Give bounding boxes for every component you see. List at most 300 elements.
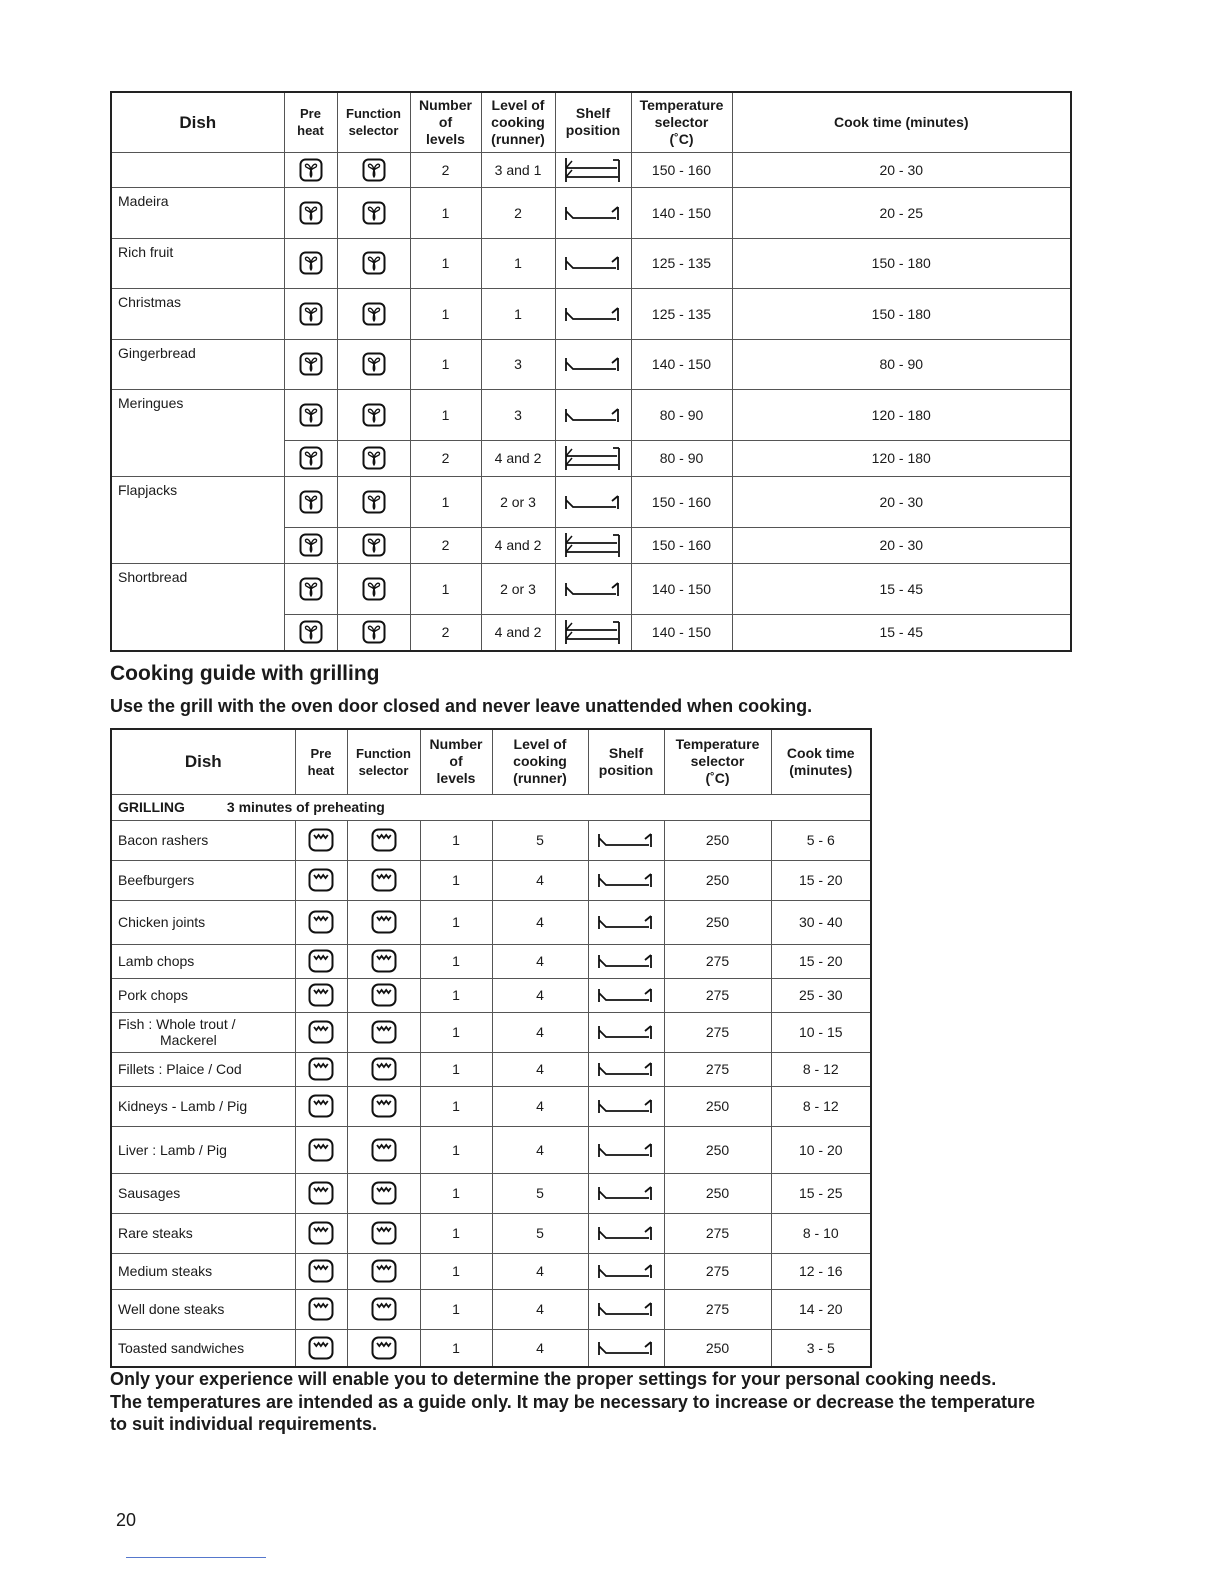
baking-table (110, 91, 1072, 652)
grill-icon (308, 871, 334, 887)
runner-level: 5 (492, 820, 588, 860)
single-shelf-icon (563, 405, 623, 421)
runner-level: 1 (481, 288, 555, 339)
grilling-group-row (111, 794, 871, 820)
temperature: 275 (664, 1213, 771, 1253)
table-row (111, 1086, 871, 1126)
single-shelf-icon (596, 986, 656, 1002)
single-shelf-icon (596, 952, 656, 968)
temperature: 275 (664, 978, 771, 1012)
shelf-position-cell (555, 389, 631, 440)
dish-name (111, 820, 295, 860)
runner-level: 4 (492, 1289, 588, 1329)
dish-name-line: Beefburgers (118, 872, 195, 888)
pre-heat-cell (284, 476, 337, 527)
cook-time: 14 - 20 (771, 1289, 871, 1329)
number-of-levels: 1 (420, 820, 492, 860)
number-of-levels: 1 (410, 476, 481, 527)
runner-level: 4 (492, 860, 588, 900)
fan-oven-icon (362, 160, 386, 176)
runner-level: 4 and 2 (481, 440, 555, 476)
table-row (111, 1052, 871, 1086)
temperature-range: 80 - 90 (631, 440, 732, 476)
grill-icon (308, 1338, 334, 1354)
cook-time: 8 - 10 (771, 1213, 871, 1253)
cook-time: 120 - 180 (732, 389, 1071, 440)
shelf-position-cell (588, 1173, 664, 1213)
function-selector-cell (337, 288, 410, 339)
dish-name: Shortbread (111, 563, 284, 651)
runner-level: 2 (481, 187, 555, 238)
single-shelf-icon (596, 1300, 656, 1316)
number-of-levels: 2 (410, 527, 481, 563)
temperature-range: 125 - 135 (631, 288, 732, 339)
shelf-position-cell (588, 1289, 664, 1329)
table-row (111, 339, 1071, 389)
header-number-of-levels: Number of levels (410, 92, 481, 152)
single-shelf-icon (596, 1140, 656, 1156)
temperature-range: 140 - 150 (631, 563, 732, 614)
dish-name-line: Well done steaks (118, 1301, 225, 1317)
cook-time: 20 - 30 (732, 527, 1071, 563)
dish-name-line: Kidneys - Lamb / Pig (118, 1098, 248, 1114)
shelf-position-cell (588, 1012, 664, 1052)
table-row (111, 288, 1071, 339)
function-selector-cell (347, 1126, 420, 1173)
pre-heat-cell (284, 614, 337, 651)
pre-heat-cell (284, 152, 337, 187)
shelf-position-cell (555, 476, 631, 527)
runner-level: 4 (492, 1086, 588, 1126)
double-shelf-icon (563, 623, 623, 639)
shelf-position-cell (555, 614, 631, 651)
single-shelf-icon (596, 831, 656, 847)
function-selector-cell (347, 1329, 420, 1367)
pre-heat-cell (295, 1012, 347, 1052)
dish-name (111, 860, 295, 900)
fan-oven-icon (299, 254, 323, 270)
shelf-position-cell (555, 238, 631, 288)
runner-level: 1 (481, 238, 555, 288)
single-shelf-icon (596, 1224, 656, 1240)
dish-name-line: Toasted sandwiches (118, 1339, 245, 1356)
table-row (111, 563, 1071, 614)
header-function-selector: Function selector (347, 729, 420, 794)
footnote (110, 1368, 1070, 1436)
runner-level: 3 and 1 (481, 152, 555, 187)
grilling-group-label: GRILLING (118, 799, 185, 815)
dish-name: Meringues (111, 389, 284, 476)
header-cook-time: Cook time (minutes) (732, 92, 1071, 152)
pre-heat-cell (295, 1086, 347, 1126)
fan-oven-icon (299, 623, 323, 639)
shelf-position-cell (555, 288, 631, 339)
table-row (111, 187, 1071, 238)
pre-heat-cell (295, 1329, 347, 1367)
dish-name-line: Rare steaks (118, 1225, 193, 1241)
dish-name (111, 978, 295, 1012)
pre-heat-cell (295, 944, 347, 978)
cook-time: 150 - 180 (732, 238, 1071, 288)
fan-oven-icon (362, 254, 386, 270)
single-shelf-icon (596, 913, 656, 929)
grill-icon (371, 1097, 397, 1113)
number-of-levels: 1 (420, 1329, 492, 1367)
footnote-line: The temperatures are intended as a guide only. It may be necessary to increase or decrease the temperature (110, 1391, 1036, 1412)
pre-heat-cell (284, 238, 337, 288)
function-selector-cell (347, 860, 420, 900)
bottom-rule (126, 1557, 266, 1558)
single-shelf-icon (596, 1060, 656, 1076)
pre-heat-cell (295, 1126, 347, 1173)
shelf-position-cell (555, 339, 631, 389)
number-of-levels: 1 (410, 563, 481, 614)
number-of-levels: 1 (410, 288, 481, 339)
header-cook-time: Cook time (minutes) (771, 729, 871, 794)
fan-oven-icon (299, 355, 323, 371)
dish-name (111, 900, 295, 944)
runner-level: 4 (492, 900, 588, 944)
runner-level: 4 (492, 978, 588, 1012)
table-row (111, 238, 1071, 288)
single-shelf-icon (563, 254, 623, 270)
number-of-levels: 1 (420, 860, 492, 900)
fan-oven-icon (299, 492, 323, 508)
shelf-position-cell (588, 860, 664, 900)
number-of-levels: 1 (420, 978, 492, 1012)
page-number: 20 (116, 1510, 137, 1530)
function-selector-cell (347, 1052, 420, 1086)
dish-name (111, 1052, 295, 1086)
function-selector-cell (337, 476, 410, 527)
table-row (111, 389, 1071, 440)
single-shelf-icon (563, 579, 623, 595)
fan-oven-icon (362, 449, 386, 465)
cook-time: 12 - 16 (771, 1253, 871, 1289)
dish-name-line: Mackerel (160, 1032, 217, 1048)
cook-time: 15 - 25 (771, 1173, 871, 1213)
cook-time: 8 - 12 (771, 1052, 871, 1086)
runner-level: 5 (492, 1213, 588, 1253)
header-pre-heat: Pre heat (284, 92, 337, 152)
table-row (111, 820, 871, 860)
footnote-line: Only your experience will enable you to determine the proper settings for your personal cooking needs. (110, 1369, 997, 1389)
function-selector-cell (347, 1253, 420, 1289)
grilling-table (110, 728, 872, 1368)
pre-heat-cell (284, 440, 337, 476)
pre-heat-cell (284, 288, 337, 339)
fan-oven-icon (362, 304, 386, 320)
dish-name (111, 1173, 295, 1213)
function-selector-cell (337, 152, 410, 187)
table-row (111, 152, 1071, 187)
shelf-position-cell (588, 1253, 664, 1289)
temperature: 275 (664, 944, 771, 978)
double-shelf-icon (563, 449, 623, 465)
table-row (111, 1126, 871, 1173)
runner-level: 4 (492, 1012, 588, 1052)
function-selector-cell (347, 1213, 420, 1253)
pre-heat-cell (284, 389, 337, 440)
pre-heat-cell (295, 820, 347, 860)
fan-oven-icon (299, 304, 323, 320)
runner-level: 4 and 2 (481, 527, 555, 563)
single-shelf-icon (563, 203, 623, 219)
number-of-levels: 1 (420, 1289, 492, 1329)
table-row (111, 860, 871, 900)
grill-icon (308, 1060, 334, 1076)
single-shelf-icon (596, 1262, 656, 1278)
temperature: 275 (664, 1052, 771, 1086)
cook-time: 15 - 45 (732, 614, 1071, 651)
shelf-position-cell (588, 1086, 664, 1126)
function-selector-cell (347, 900, 420, 944)
cook-time: 80 - 90 (732, 339, 1071, 389)
header-function-selector: Function selector (337, 92, 410, 152)
runner-level: 2 or 3 (481, 476, 555, 527)
dish-name-line: Sausages (118, 1185, 181, 1201)
grill-icon (371, 1023, 397, 1039)
runner-level: 4 (492, 1253, 588, 1289)
temperature: 275 (664, 1289, 771, 1329)
dish-name: Flapjacks (111, 476, 284, 563)
cook-time: 20 - 30 (732, 476, 1071, 527)
pre-heat-cell (295, 1173, 347, 1213)
number-of-levels: 1 (420, 1173, 492, 1213)
temperature-range: 150 - 160 (631, 527, 732, 563)
runner-level: 3 (481, 389, 555, 440)
single-shelf-icon (596, 1338, 656, 1354)
fan-oven-icon (299, 405, 323, 421)
header-temperature-selector: Temperature selector (˚C) (664, 729, 771, 794)
number-of-levels: 1 (410, 339, 481, 389)
shelf-position-cell (555, 152, 631, 187)
shelf-position-cell (588, 1213, 664, 1253)
grilling-header-row (111, 729, 871, 794)
cook-time: 8 - 12 (771, 1086, 871, 1126)
pre-heat-cell (295, 978, 347, 1012)
grilling-section-title: Cooking guide with grilling (110, 662, 380, 685)
single-shelf-icon (563, 304, 623, 320)
temperature: 250 (664, 1086, 771, 1126)
function-selector-cell (347, 1012, 420, 1052)
single-shelf-icon (596, 1097, 656, 1113)
number-of-levels: 1 (420, 1253, 492, 1289)
pre-heat-cell (295, 1253, 347, 1289)
grill-icon (308, 1140, 334, 1156)
shelf-position-cell (588, 944, 664, 978)
function-selector-cell (337, 187, 410, 238)
grill-icon (308, 913, 334, 929)
pre-heat-cell (284, 339, 337, 389)
fan-oven-icon (362, 492, 386, 508)
shelf-position-cell (588, 1329, 664, 1367)
number-of-levels: 1 (420, 1086, 492, 1126)
fan-oven-icon (299, 579, 323, 595)
number-of-levels: 1 (420, 1012, 492, 1052)
shelf-position-cell (588, 1126, 664, 1173)
dish-name (111, 1126, 295, 1173)
cook-time: 120 - 180 (732, 440, 1071, 476)
function-selector-cell (347, 978, 420, 1012)
pre-heat-cell (295, 900, 347, 944)
runner-level: 4 (492, 944, 588, 978)
temperature: 250 (664, 1173, 771, 1213)
dish-name (111, 1086, 295, 1126)
function-selector-cell (347, 1173, 420, 1213)
header-shelf-position: Shelf position (588, 729, 664, 794)
double-shelf-icon (563, 536, 623, 552)
dish-name-line: Chicken joints (118, 914, 206, 930)
single-shelf-icon (596, 1184, 656, 1200)
dish-name: Rich fruit (111, 238, 284, 288)
shelf-position-cell (588, 900, 664, 944)
table-row (111, 1213, 871, 1253)
cook-time: 3 - 5 (771, 1329, 871, 1367)
single-shelf-icon (596, 871, 656, 887)
fan-oven-icon (362, 405, 386, 421)
pre-heat-cell (284, 527, 337, 563)
dish-name-line: Liver : Lamb / Pig (118, 1141, 227, 1158)
fan-oven-icon (362, 623, 386, 639)
temperature-range: 140 - 150 (631, 339, 732, 389)
fan-oven-icon (362, 536, 386, 552)
grill-icon (371, 871, 397, 887)
temperature-range: 150 - 160 (631, 152, 732, 187)
pre-heat-cell (295, 860, 347, 900)
fan-oven-icon (299, 536, 323, 552)
grill-icon (371, 1060, 397, 1076)
function-selector-cell (337, 527, 410, 563)
table-row (111, 1289, 871, 1329)
runner-level: 4 (492, 1329, 588, 1367)
function-selector-cell (347, 1289, 420, 1329)
shelf-position-cell (588, 978, 664, 1012)
grill-icon (371, 831, 397, 847)
temperature-range: 150 - 160 (631, 476, 732, 527)
fan-oven-icon (362, 579, 386, 595)
cook-time: 10 - 20 (771, 1126, 871, 1173)
pre-heat-cell (295, 1052, 347, 1086)
function-selector-cell (337, 238, 410, 288)
pre-heat-cell (284, 563, 337, 614)
grill-icon (371, 952, 397, 968)
dish-name: Gingerbread (111, 339, 284, 389)
table-row (111, 978, 871, 1012)
number-of-levels: 1 (420, 900, 492, 944)
grill-icon (371, 1184, 397, 1200)
number-of-levels: 2 (410, 152, 481, 187)
grill-icon (371, 1300, 397, 1316)
function-selector-cell (347, 944, 420, 978)
dish-name (111, 1012, 295, 1052)
cook-time: 10 - 15 (771, 1012, 871, 1052)
cook-time: 5 - 6 (771, 820, 871, 860)
number-of-levels: 2 (410, 440, 481, 476)
fan-oven-icon (362, 203, 386, 219)
cook-time: 25 - 30 (771, 978, 871, 1012)
header-number-of-levels: Number of levels (420, 729, 492, 794)
temperature-range: 125 - 135 (631, 238, 732, 288)
cook-time: 20 - 25 (732, 187, 1071, 238)
cook-time: 20 - 30 (732, 152, 1071, 187)
shelf-position-cell (555, 187, 631, 238)
single-shelf-icon (563, 492, 623, 508)
pre-heat-cell (295, 1289, 347, 1329)
temperature: 250 (664, 860, 771, 900)
dish-name (111, 152, 284, 187)
table-row (111, 1253, 871, 1289)
grilling-preheat-note: 3 minutes of preheating (226, 799, 385, 815)
header-level-of-cooking: Level of cooking (runner) (481, 92, 555, 152)
dish-name-line: Fish : Whole trout / (118, 1016, 236, 1032)
table-row (111, 944, 871, 978)
grill-icon (308, 986, 334, 1002)
header-temperature-selector: Temperature selector (˚C) (631, 92, 732, 152)
temperature-range: 140 - 150 (631, 614, 732, 651)
grill-icon (308, 1300, 334, 1316)
cook-time: 15 - 20 (771, 860, 871, 900)
temperature: 250 (664, 1329, 771, 1367)
fan-oven-icon (299, 449, 323, 465)
temperature: 250 (664, 820, 771, 860)
cook-time: 150 - 180 (732, 288, 1071, 339)
table-row (111, 1012, 871, 1052)
double-shelf-icon (563, 160, 623, 176)
function-selector-cell (337, 339, 410, 389)
cook-time: 30 - 40 (771, 900, 871, 944)
grill-icon (371, 1262, 397, 1278)
runner-level: 4 (492, 1126, 588, 1173)
grilling-group-cell (111, 794, 871, 820)
temperature: 250 (664, 1126, 771, 1173)
grill-icon (308, 952, 334, 968)
grill-icon (371, 986, 397, 1002)
dish-name (111, 1329, 295, 1367)
grill-icon (308, 1184, 334, 1200)
table-row (111, 1173, 871, 1213)
shelf-position-cell (588, 820, 664, 860)
grill-icon (308, 1097, 334, 1113)
table-row (111, 1329, 871, 1367)
table-row (111, 900, 871, 944)
number-of-levels: 2 (410, 614, 481, 651)
header-dish: Dish (111, 92, 284, 152)
temperature: 275 (664, 1253, 771, 1289)
shelf-position-cell (555, 563, 631, 614)
dish-name (111, 944, 295, 978)
dish-name-line: Lamb chops (118, 953, 195, 969)
number-of-levels: 1 (410, 389, 481, 440)
temperature: 250 (664, 900, 771, 944)
dish-name: Madeira (111, 187, 284, 238)
temperature: 275 (664, 1012, 771, 1052)
number-of-levels: 1 (420, 1052, 492, 1086)
baking-header-row (111, 92, 1071, 152)
dish-name: Christmas (111, 288, 284, 339)
grill-icon (371, 1338, 397, 1354)
header-shelf-position: Shelf position (555, 92, 631, 152)
fan-oven-icon (299, 160, 323, 176)
grill-icon (371, 1140, 397, 1156)
dish-name (111, 1289, 295, 1329)
dish-name-line: Pork chops (118, 987, 189, 1003)
runner-level: 4 and 2 (481, 614, 555, 651)
dish-name-line: Bacon rashers (118, 832, 209, 848)
single-shelf-icon (596, 1023, 656, 1039)
runner-level: 4 (492, 1052, 588, 1086)
temperature-range: 140 - 150 (631, 187, 732, 238)
